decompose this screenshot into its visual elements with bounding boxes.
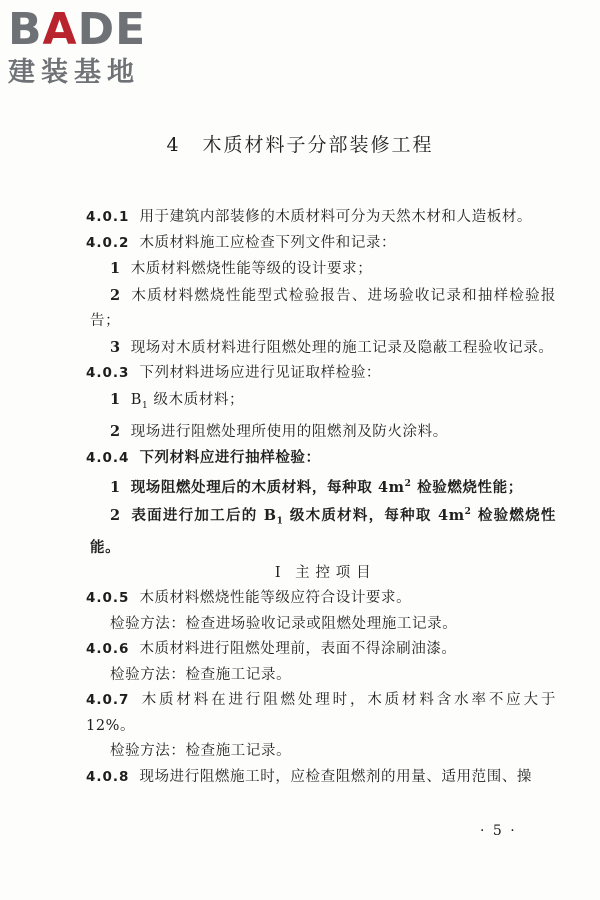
- list-item: 1 现场阻燃处理后的木质材料，每种取 $4m^2$ 检验燃烧性能；: [110, 478, 523, 496]
- clause-4-0-7: 4.0.7 木质材料在进行阻燃处理时，木质材料含水率不应大于 12%。: [86, 692, 556, 734]
- clause-number: 4.0.1: [86, 209, 130, 225]
- clause-number: 4.0.4: [86, 450, 130, 467]
- clause-number: 4.0.5: [86, 590, 130, 607]
- inspection-method: 检验方法：检查施工记录。: [110, 666, 292, 683]
- bade-logo: [8, 6, 183, 96]
- clause-number: 4.0.6: [86, 641, 130, 658]
- list-item: 1 $B_1$ 级木质材料；: [110, 390, 245, 411]
- clause-4-0-2: 4.0.2 木质材料施工应检查下列文件和记录：: [86, 234, 397, 251]
- clause-4-0-3: 4.0.3 下列材料进场应进行见证取样检验：: [86, 365, 382, 381]
- clause-4-0-5: 4.0.5 木质材料燃烧性能等级应符合设计要求。: [86, 590, 412, 607]
- clause-number: 4.0.7: [86, 692, 130, 709]
- clause-4-0-4: 4.0.4 下列材料应进行抽样检验：: [86, 449, 321, 467]
- document-body: [86, 205, 556, 790]
- clause-4-0-1: 4.0.1 用于建筑内部装修的木质材料可分为天然木材和人造板材。: [86, 209, 533, 225]
- list-item: 2 现场进行阻燃处理所使用的阻燃剂及防火涂料。: [110, 422, 448, 440]
- section-heading: I 主 控 项 目: [274, 564, 372, 581]
- list-item: 2 表面进行加工后的 $B_1$ 级木质材料，每种取 $4m^2$ 检验燃烧性能。: [90, 507, 556, 557]
- chapter-title: [0, 130, 600, 157]
- inspection-method: 检验方法：检查施工记录。: [110, 743, 292, 760]
- logo-brand: BADE: [8, 4, 147, 55]
- list-item: 2 木质材料燃烧性能型式检验报告、进场验收记录和抽样检验报告；: [90, 286, 556, 329]
- clause-number: 4.0.3: [86, 365, 130, 381]
- clause-4-0-8: 4.0.8 现场进行阻燃施工时，应检查阻燃剂的用量、适用范围、操: [86, 768, 533, 785]
- logo-subtitle: 建装基地: [8, 57, 140, 88]
- list-item: 3 现场对木质材料进行阻燃处理的施工记录及隐蔽工程验收记录。: [110, 338, 554, 356]
- clause-number: 4.0.2: [86, 234, 130, 251]
- inspection-method: 检验方法：检查进场验收记录或阻燃处理施工记录。: [110, 615, 458, 632]
- chapter-number: 4: [166, 134, 181, 156]
- chapter-title-text: 木质材料子分部装修工程: [202, 134, 434, 156]
- clause-number: 4.0.8: [86, 768, 130, 785]
- list-item: 1 木质材料燃烧性能等级的设计要求；: [110, 260, 373, 277]
- clause-4-0-6: 4.0.6 木质材料进行阻燃处理前，表面不得涂刷油漆。: [86, 641, 457, 658]
- page-number: · 5 ·: [480, 823, 517, 839]
- logo-brand-a: A: [42, 4, 78, 55]
